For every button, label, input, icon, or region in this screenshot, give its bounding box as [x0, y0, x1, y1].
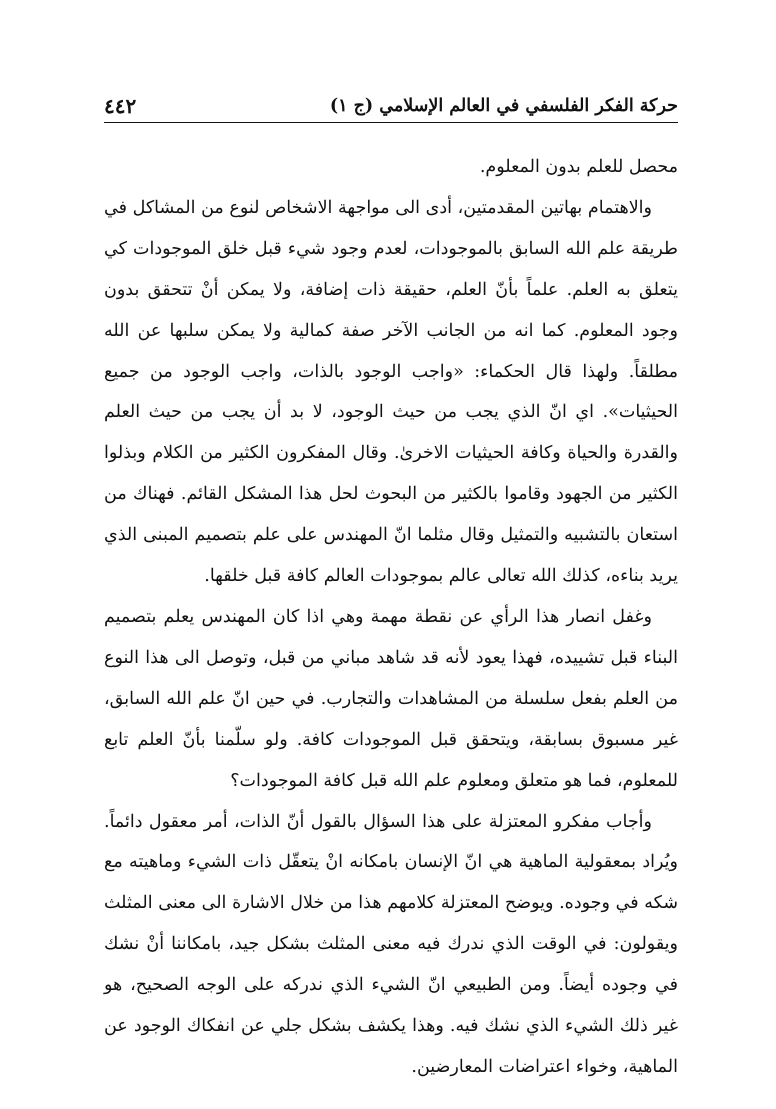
body-text: [104, 147, 678, 1088]
paragraph-continuation: محصل للعلم بدون المعلوم.: [479, 157, 678, 177]
paragraph: وغفل انصار هذا الرأي عن نقطة مهمة وهي اذا كان المهندس يعلم بتصميم البناء قبل تشييده، فهذا يعود لأنه قد شاهد مباني من قبل، وتوصل الى هذا النوع من العلم بفعل سلسلة من المشاهدات والتجارب. في حين انّ علم الله السابق، غير مسبوق بسابقة، ويتحقق قبل الموجودات كافة. ولو سلّمنا بأنّ العلم تابع للمعلوم، فما هو متعلق ومعلوم علم الله قبل كافة الموجودات؟: [104, 606, 678, 791]
paragraph: وأجاب مفكرو المعتزلة على هذا السؤال بالقول أنّ الذات، أمر معقول دائماً. ويُراد بمعقولية الماهية هي انّ الإنسان بامكانه انْ يتعقّل ذات الشيء وماهيته مع شكه في وجوده. ويوضح المعتزلة كلامهم هذا من خلال الاشارة الى معنى المثلث ويقولون: في الوقت الذي ندرك فيه معنى المثلث بشكل جيد، بامكاننا أنْ نشك في وجوده أيضاً. ومن الطبيعي انّ الشيء الذي ندركه على الوجه الصحيح، هو غير ذلك الشيء الذي نشك فيه. وهذا يكشف بشكل جلي عن انفكاك الوجود عن الماهية، وخواء اعتراضات المعارضين.: [104, 811, 678, 1077]
running-header: [104, 88, 678, 123]
page-number: ٤٤٢: [104, 94, 137, 118]
paragraph: والاهتمام بهاتين المقدمتين، أدى الى مواجهة الاشخاص لنوع من المشاكل في طريقة علم الله السابق بالموجودات، لعدم وجود شيء قبل خلق الموجودات كي يتعلق به العلم. علماً بأنّ العلم، حقيقة ذات إضافة، ولا يمكن أنْ تتحقق بدون وجود المعلوم. كما انه من الجانب الآخر صفة كمالية ولا يمكن سلبها عن الله مطلقاً. ولهذا قال الحكماء: «واجب الوجود بالذات، واجب الوجود من جميع الحيثيات». اي انّ الذي يجب من حيث الوجود، لا بد أن يجب من حيث العلم والقدرة والحياة وكافة الحيثيات الاخرىٰ. وقال المفكرون الكثير من الكلام وبذلوا الكثير من الجهود وقاموا بالكثير من البحوث لحل هذا المشكل القائم. فهناك من استعان بالتشبيه والتمثيل وقال مثلما انّ المهندس على علم بتصميم المبنى الذي يريد بناءه، كذلك الله تعالى عالم بموجودات العالم كافة قبل خلقها.: [104, 197, 678, 587]
book-title: حركة الفكر الفلسفي في العالم الإسلامي (ج ١): [329, 96, 678, 116]
